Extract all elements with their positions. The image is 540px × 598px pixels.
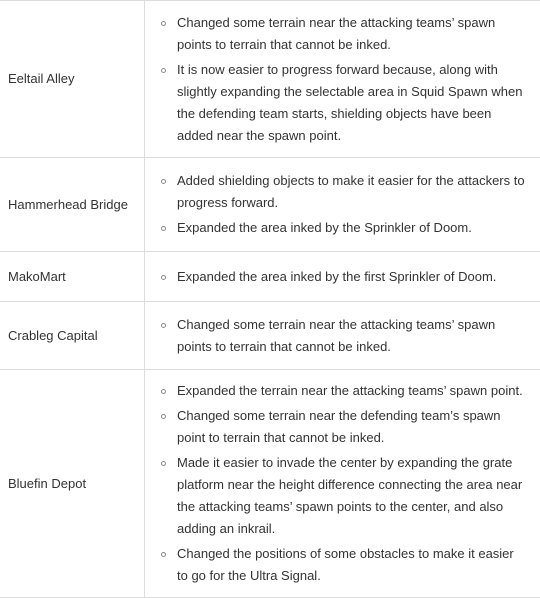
list-item bbox=[159, 217, 528, 239]
stage-name: Eeltail Alley bbox=[0, 1, 145, 158]
list-item bbox=[159, 380, 528, 402]
circle-bullet-icon bbox=[161, 21, 166, 26]
change-text: Changed some terrain near the attacking teams’ spawn points to terrain that cannot be inked. bbox=[177, 15, 495, 52]
change-list bbox=[159, 380, 528, 587]
stage-name: Crableg Capital bbox=[0, 302, 145, 370]
change-list-cell bbox=[145, 252, 540, 302]
change-text: Expanded the area inked by the first Sprinkler of Doom. bbox=[177, 269, 496, 284]
change-list bbox=[159, 170, 528, 239]
list-item bbox=[159, 12, 528, 56]
list-item bbox=[159, 314, 528, 358]
change-text: Changed some terrain near the attacking teams’ spawn points to terrain that cannot be inked. bbox=[177, 317, 495, 354]
list-item bbox=[159, 59, 528, 147]
circle-bullet-icon bbox=[161, 226, 166, 231]
circle-bullet-icon bbox=[161, 68, 166, 73]
change-list-cell bbox=[145, 1, 540, 158]
change-text: Made it easier to invade the center by expanding the grate platform near the height difference connecting the area near the attacking teams’ spawn points to the center, and also adding an inkrail. bbox=[177, 455, 522, 536]
change-list bbox=[159, 12, 528, 147]
change-text: Expanded the area inked by the Sprinkler of Doom. bbox=[177, 220, 472, 235]
stage-name: MakoMart bbox=[0, 252, 145, 302]
circle-bullet-icon bbox=[161, 461, 166, 466]
stage-name: Hammerhead Bridge bbox=[0, 158, 145, 252]
change-list bbox=[159, 314, 528, 358]
circle-bullet-icon bbox=[161, 414, 166, 419]
list-item bbox=[159, 170, 528, 214]
circle-bullet-icon bbox=[161, 552, 166, 557]
table-row bbox=[0, 158, 540, 252]
circle-bullet-icon bbox=[161, 179, 166, 184]
table-row bbox=[0, 370, 540, 598]
circle-bullet-icon bbox=[161, 323, 166, 328]
list-item bbox=[159, 543, 528, 587]
change-text: It is now easier to progress forward because, along with slightly expanding the selectable area in Squid Spawn when the defending team starts, shielding objects have been added near the spawn point. bbox=[177, 62, 522, 143]
table-row bbox=[0, 1, 540, 158]
change-list-cell bbox=[145, 158, 540, 252]
table-row bbox=[0, 252, 540, 302]
change-text: Expanded the terrain near the attacking teams’ spawn point. bbox=[177, 383, 523, 398]
change-list-cell bbox=[145, 370, 540, 598]
circle-bullet-icon bbox=[161, 275, 166, 280]
stage-name: Bluefin Depot bbox=[0, 370, 145, 598]
change-text: Changed some terrain near the defending team’s spawn point to terrain that cannot be inked. bbox=[177, 408, 501, 445]
change-text: Changed the positions of some obstacles to make it easier to go for the Ultra Signal. bbox=[177, 546, 514, 583]
circle-bullet-icon bbox=[161, 389, 166, 394]
change-list bbox=[159, 266, 528, 288]
list-item bbox=[159, 452, 528, 540]
list-item bbox=[159, 266, 528, 288]
table-row bbox=[0, 302, 540, 370]
list-item bbox=[159, 405, 528, 449]
change-list-cell bbox=[145, 302, 540, 370]
change-text: Added shielding objects to make it easier for the attackers to progress forward. bbox=[177, 173, 525, 210]
